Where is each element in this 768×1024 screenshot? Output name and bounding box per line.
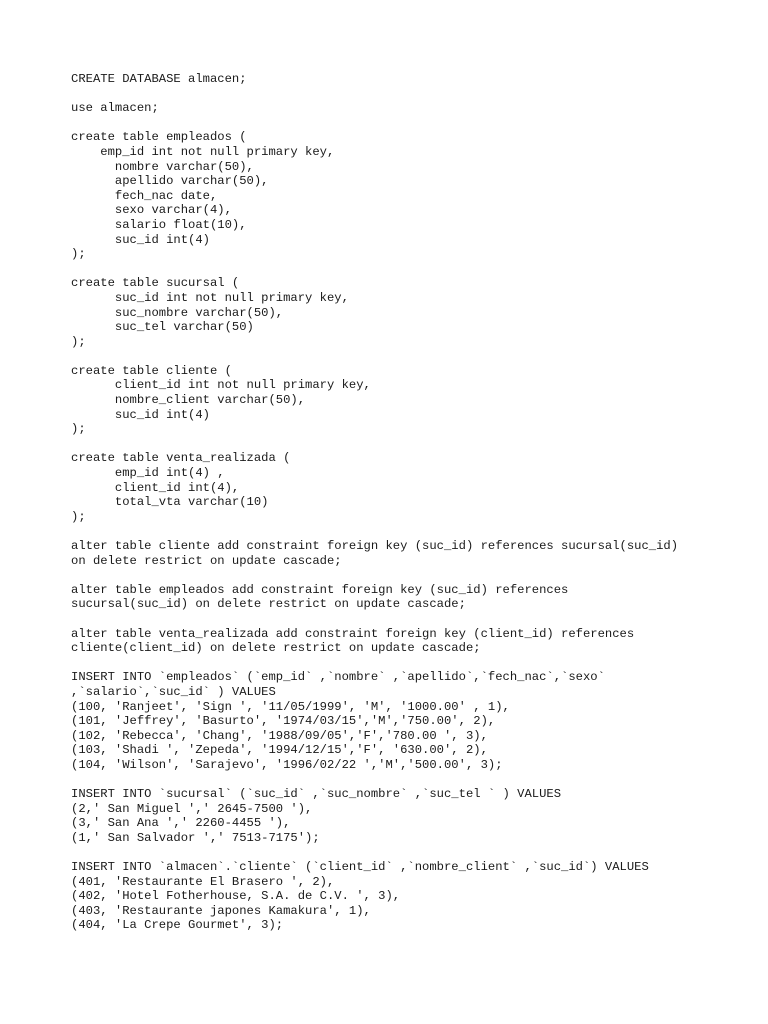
code-line: ); bbox=[71, 247, 86, 262]
code-line: suc_id int(4) bbox=[71, 232, 210, 247]
code-line: suc_id int(4) bbox=[71, 407, 210, 422]
code-line: on delete restrict on update cascade; bbox=[71, 553, 342, 568]
code-line: sucursal(suc_id) on delete restrict on update cascade; bbox=[71, 597, 466, 612]
code-line bbox=[71, 845, 761, 860]
code-line: (101, 'Jeffrey', 'Basurto', '1974/03/15','M','750.00', 2), bbox=[71, 714, 496, 729]
code-line: (1,' San Salvador ',' 7513-7175'); bbox=[71, 830, 320, 845]
code-line bbox=[71, 568, 761, 583]
code-line: apellido varchar(50), bbox=[71, 174, 269, 189]
code-line: salario float(10), bbox=[71, 217, 247, 232]
code-line: (3,' San Ana ',' 2260-4455 '), bbox=[71, 816, 291, 831]
code-line bbox=[71, 612, 761, 627]
code-line: alter table empleados add constraint foreign key (suc_id) references bbox=[71, 582, 569, 597]
code-line: alter table venta_realizada add constraint foreign key (client_id) references bbox=[71, 626, 635, 641]
code-line: ,`salario`,`suc_id` ) VALUES bbox=[71, 684, 276, 699]
code-line: total_vta varchar(10) bbox=[71, 495, 269, 510]
code-line: (102, 'Rebecca', 'Chang', '1988/09/05','F','780.00 ', 3), bbox=[71, 728, 488, 743]
code-line: ); bbox=[71, 334, 86, 349]
code-line: create table empleados ( bbox=[71, 130, 247, 145]
code-line: suc_tel varchar(50) bbox=[71, 320, 254, 335]
code-line bbox=[71, 116, 761, 131]
sql-code-block bbox=[71, 72, 761, 933]
code-line bbox=[71, 437, 761, 452]
code-line: nombre varchar(50), bbox=[71, 159, 254, 174]
code-line: (100, 'Ranjeet', 'Sign ', '11/05/1999', 'M', '1000.00' , 1), bbox=[71, 699, 510, 714]
code-line: client_id int not null primary key, bbox=[71, 378, 371, 393]
code-line: use almacen; bbox=[71, 101, 159, 116]
code-line: create table venta_realizada ( bbox=[71, 451, 291, 466]
code-line: CREATE DATABASE almacen; bbox=[71, 72, 247, 86]
code-line: ); bbox=[71, 422, 86, 437]
code-line: alter table cliente add constraint foreign key (suc_id) references sucursal(suc_id) bbox=[71, 539, 679, 553]
code-line: ); bbox=[71, 509, 86, 524]
code-line: (404, 'La Crepe Gourmet', 3); bbox=[71, 918, 284, 933]
code-line bbox=[71, 524, 761, 539]
code-line: (104, 'Wilson', 'Sarajevo', '1996/02/22 ','M','500.00', 3); bbox=[71, 757, 503, 772]
code-line: cliente(client_id) on delete restrict on update cascade; bbox=[71, 641, 481, 656]
code-line: (401, 'Restaurante El Brasero ', 2), bbox=[71, 874, 335, 889]
code-line bbox=[71, 87, 761, 102]
code-line: emp_id int not null primary key, bbox=[71, 144, 335, 159]
code-line: (403, 'Restaurante japones Kamakura', 1), bbox=[71, 903, 371, 918]
code-line: suc_nombre varchar(50), bbox=[71, 305, 284, 320]
code-line: sexo varchar(4), bbox=[71, 203, 232, 218]
code-line bbox=[71, 262, 761, 277]
code-line: INSERT INTO `almacen`.`cliente` (`client_id` ,`nombre_client` ,`suc_id`) VALUES bbox=[71, 860, 649, 875]
code-line: emp_id int(4) , bbox=[71, 466, 225, 481]
code-line: (103, 'Shadi ', 'Zepeda', '1994/12/15','F', '630.00', 2), bbox=[71, 743, 488, 758]
code-line: client_id int(4), bbox=[71, 480, 240, 495]
code-line: suc_id int not null primary key, bbox=[71, 290, 349, 305]
code-line: (2,' San Miguel ',' 2645-7500 '), bbox=[71, 801, 313, 816]
code-line: create table sucursal ( bbox=[71, 276, 240, 291]
code-line: fech_nac date, bbox=[71, 188, 218, 203]
code-line bbox=[71, 773, 761, 788]
code-line: INSERT INTO `sucursal` (`suc_id` ,`suc_nombre` ,`suc_tel ` ) VALUES bbox=[71, 787, 562, 802]
code-line: nombre_client varchar(50), bbox=[71, 393, 306, 408]
code-line: (402, 'Hotel Fotherhouse, S.A. de C.V. ', 3), bbox=[71, 889, 401, 904]
code-line bbox=[71, 656, 761, 671]
code-line: create table cliente ( bbox=[71, 363, 232, 378]
code-line bbox=[71, 349, 761, 364]
code-line: INSERT INTO `empleados` (`emp_id` ,`nombre` ,`apellido`,`fech_nac`,`sexo` bbox=[71, 670, 605, 685]
